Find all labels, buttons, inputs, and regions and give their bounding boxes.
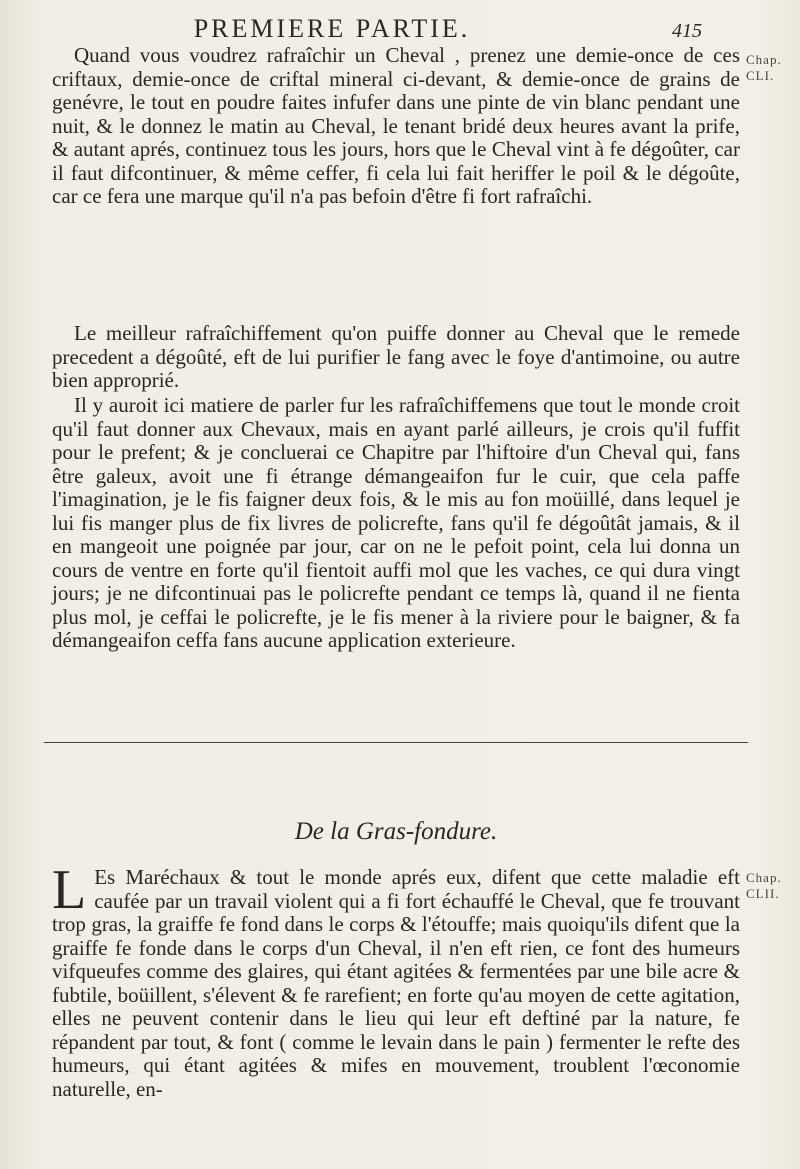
paragraph-text xyxy=(52,859,740,1101)
margin-note-chapter-clii xyxy=(746,870,800,902)
paragraph-3 xyxy=(52,394,740,653)
paragraph-2 xyxy=(52,322,740,393)
paragraph-text: Quand vous voudrez rafraîchir un Cheval , prenez une demie-once de ces criftaux, demie-once de criftal mineral ci-devant, & demie-once de grains de genévre, le tout en poudre faites infufer dans une pinte de vin blanc pendant une nuit, & le donnez le matin au Cheval, le tenant bridé deux heures avant la prife, & autant aprés, continuez tous les jours, hors que le Cheval vint à fe dégoûter, car il faut difcontinuer, & même ceffer, fi cela lui fait heriffer le poil & le dégoûte, car ce fera une marque qu'il n'a pas befoin d'être fi fort rafraîchi. xyxy=(52,43,740,208)
margin-note-text: Chap. CLII. xyxy=(746,870,782,901)
running-title: PREMIERE PARTIE. xyxy=(193,14,471,43)
paragraph-text: Le meilleur rafraîchiffement qu'on puiffe donner au Cheval que le remede precedent a dégoûté, eft de lui purifier le fang avec le foye d'antimoine, ou autre bien approprié. xyxy=(52,321,740,392)
margin-note-text: Chap. CLI. xyxy=(746,52,782,83)
paragraph-body: Es Maréchaux & tout le monde aprés eux, difent que cette maladie eft caufée par un travail violent qui a fi fort échauffé le Cheval, que fe trouvant trop gras, la graiffe fe fond dans le corps & l'étouffe; mais quoiqu'ils difent que la graiffe fe fonde dans le corps d'un Cheval, il n'en eft rien, ce font des humeurs vifqueufes comme des glaires, qui étant agitées & fermentées par une bile acre & fubtile, boüillent, s'élevent & fe rarefient; en forte qu'au moyen de cette agitation, elles ne peuvent contenir dans le lieu qui leur eft deftiné par la nature, fe répandent par tout, & font ( comme le levain dans le pain ) fermenter le refte des humeurs, qui étant agitées & mifes en mouvement, troublent l'œconomie naturelle, en- xyxy=(52,865,740,1101)
paragraph-1 xyxy=(52,44,740,209)
section-title: De la Gras-fondure. xyxy=(294,818,498,845)
paragraph-4 xyxy=(52,859,740,1101)
paragraph-text: Il y auroit ici matiere de parler fur les rafraîchiffemens que tout le monde croit qu'il faut donner aux Chevaux, mais en ayant parlé ailleurs, je crois qu'il fuffit pour le prefent; & je concluerai ce Chapitre par l'hiftoire d'un Cheval qui, fans être galeux, avoit une fi étrange démangeaifon fur le cuir, que cela paffe l'imagination, je le fis faigner deux fois, & le mis au fon moüillé, dans lequel je lui fis manger plus de fix livres de policrefte, fans qu'il fe dégoûtât jamais, & il en mangeoit une poignée par jour, car on ne le pefoit point, cela lui donna un cours de ventre en forte qu'il fientoit auffi mol que les vaches, ce qui dura vingt jours; je ne difcontinuai pas le policrefte pendant ce temps là, quand il ne fienta plus mol, je ceffai le policrefte, je le fis mener à la riviere pour le baigner, & fa démangeaifon ceffa fans aucune application exterieure. xyxy=(52,393,740,652)
drop-cap: L xyxy=(52,859,87,921)
page-number: 415 xyxy=(672,20,702,42)
running-head xyxy=(112,14,722,44)
margin-note-chapter-cli xyxy=(746,52,800,84)
section-divider xyxy=(44,742,748,743)
